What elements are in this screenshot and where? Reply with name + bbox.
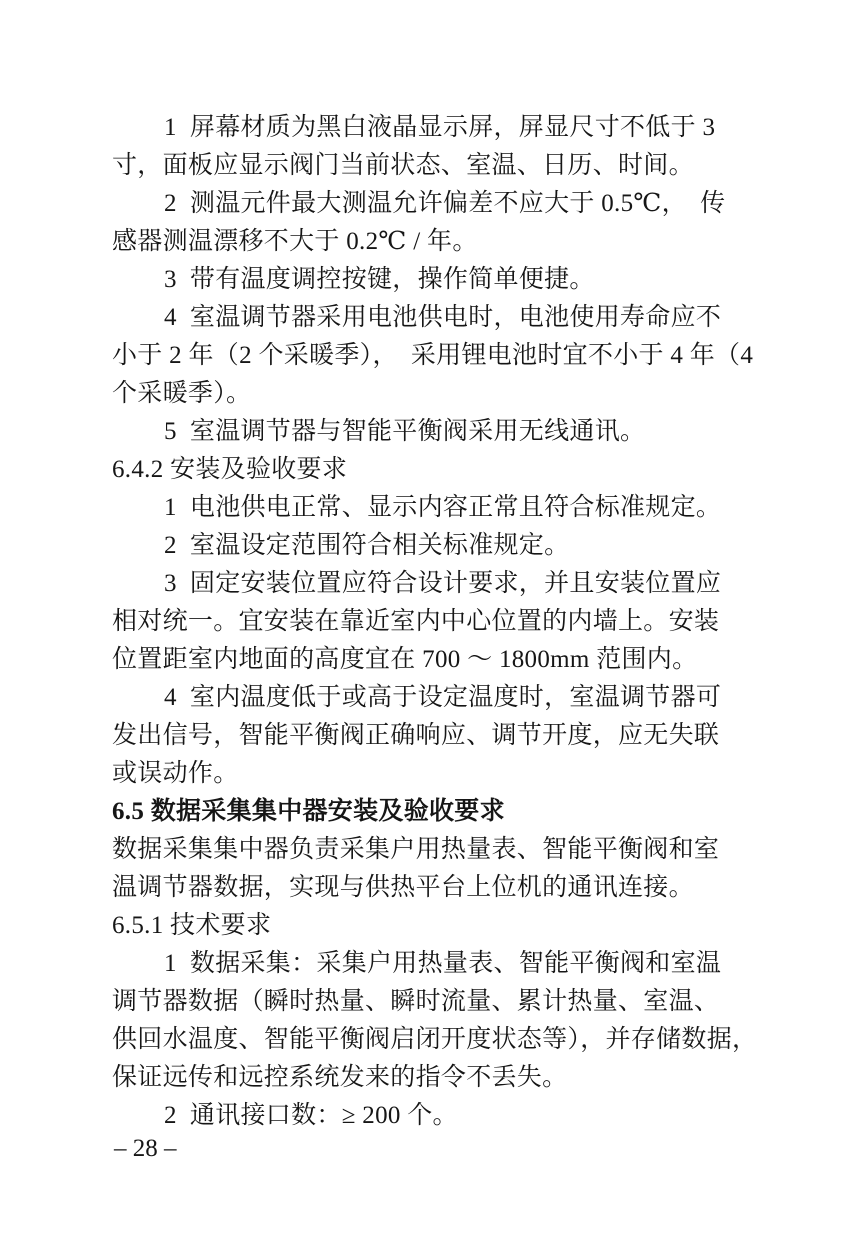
text-line: 2 通讯接口数：≥ 200 个。 [164,1102,458,1129]
text-line: 3 固定安装位置应符合设计要求，并且安装位置应 [164,570,722,597]
text-line: 个采暖季）。 [112,380,252,407]
text-line: 2 测温元件最大测温允许偏差不应大于 0.5℃， 传 [164,190,726,217]
text-line: 供回水温度、智能平衡阀启闭开度状态等），并存储数据， [112,1026,758,1053]
text-line: 位置距室内地面的高度宜在 700 ～ 1800mm 范围内。 [112,646,698,673]
page-number: – 28 – [114,1135,177,1162]
text-line: 保证远传和远控系统发来的指令不丢失。 [112,1064,568,1091]
text-line: 寸，面板应显示阀门当前状态、室温、日历、时间。 [112,152,694,179]
text-line: 4 室温调节器采用电池供电时，电池使用寿命应不 [164,304,722,331]
text-line: 3 带有温度调控按键，操作简单便捷。 [164,266,595,293]
text-line: 发出信号，智能平衡阀正确响应、调节开度，应无失联 [112,722,720,749]
text-line: 相对统一。宜安装在靠近室内中心位置的内墙上。安装 [112,608,720,635]
text-line: 1 电池供电正常、显示内容正常且符合标准规定。 [164,494,722,521]
text-line: 5 室温调节器与智能平衡阀采用无线通讯。 [164,418,646,445]
text-line: 1 数据采集：采集户用热量表、智能平衡阀和室温 [164,950,722,977]
text-line: 1 屏幕材质为黑白液晶显示屏，屏显尺寸不低于 3 [164,114,716,141]
text-line: 调节器数据（瞬时热量、瞬时流量、累计热量、室温、 [112,988,720,1015]
text-line: 温调节器数据，实现与供热平台上位机的通讯连接。 [112,874,694,901]
section-heading-6-5: 6.5 数据采集集中器安装及验收要求 [112,798,505,825]
text-line: 感器测温漂移不大于 0.2℃ / 年。 [112,228,478,255]
document-text-block [112,109,758,1135]
text-line: 4 室内温度低于或高于设定温度时，室温调节器可 [164,684,722,711]
section-heading-6-4-2: 6.4.2 安装及验收要求 [112,456,348,483]
section-heading-6-5-1: 6.5.1 技术要求 [112,912,272,939]
text-line: 2 室温设定范围符合相关标准规定。 [164,532,570,559]
text-line: 小于 2 年（2 个采暖季）， 采用锂电池时宜不小于 4 年（4 [112,342,754,369]
text-line: 数据采集集中器负责采集户用热量表、智能平衡阀和室 [112,836,720,863]
text-line: 或误动作。 [112,760,239,787]
